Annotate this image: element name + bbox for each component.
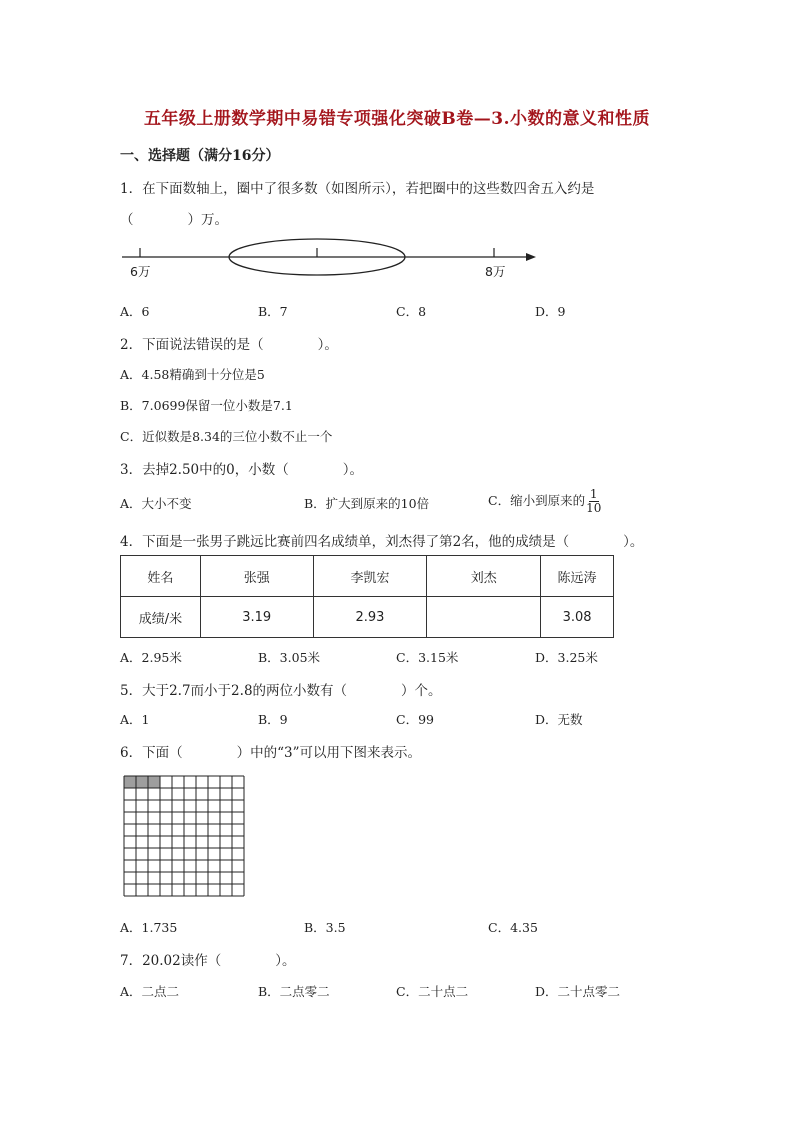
table-cell: 2.93 xyxy=(313,597,427,638)
table-cell: 成绩/米 xyxy=(121,597,201,638)
question-2-text: 2．下面说法错误的是（ ）。 xyxy=(120,337,338,353)
shaded-cell xyxy=(148,776,160,788)
q4-option-a[interactable]: A．2.95米 xyxy=(120,650,182,665)
q1-option-b[interactable]: B．7 xyxy=(258,304,288,319)
question-7-text: 7．20.02读作（ ）。 xyxy=(120,953,296,969)
table-row xyxy=(121,556,614,597)
question-1-blank: （ ）万。 xyxy=(120,212,228,228)
q3-option-a[interactable]: A．大小不变 xyxy=(120,496,192,511)
table-header-cell: 陈远涛 xyxy=(541,556,614,597)
table-header-cell: 李凯宏 xyxy=(313,556,427,597)
q1-option-d[interactable]: D．9 xyxy=(535,304,566,319)
q7-option-c[interactable]: C．二十点二 xyxy=(396,984,469,999)
q2-option-c[interactable]: C．近似数是8.34的三位小数不止一个 xyxy=(120,429,333,444)
q6-option-b[interactable]: B．3.5 xyxy=(304,920,346,935)
question-3-text: 3．去掉2.50中的0，小数（ ）。 xyxy=(120,462,363,478)
fraction-numerator: 1 xyxy=(589,487,598,501)
shaded-cell xyxy=(124,776,136,788)
score-table xyxy=(120,555,614,638)
q3-option-c-label: C．缩小到原来的 xyxy=(488,493,586,508)
table-cell: 3.19 xyxy=(200,597,313,638)
shaded-cell xyxy=(136,776,148,788)
table-header-cell: 姓名 xyxy=(121,556,201,597)
table-cell: 3.08 xyxy=(541,597,614,638)
q2-option-a[interactable]: A．4.58精确到十分位是5 xyxy=(120,367,265,382)
q5-option-c[interactable]: C．99 xyxy=(396,712,434,727)
axis-label-left: 6万 xyxy=(130,264,151,279)
fraction xyxy=(586,488,601,515)
question-1-text: 1．在下面数轴上，圈中了很多数（如图所示），若把圈中的这些数四舍五入约是 xyxy=(120,181,595,197)
table-row xyxy=(121,597,614,638)
hundred-grid-figure xyxy=(123,775,247,899)
table-cell xyxy=(427,597,541,638)
arrow-head-icon xyxy=(526,253,536,261)
q4-option-b[interactable]: B．3.05米 xyxy=(258,650,321,665)
q1-option-a[interactable]: A．6 xyxy=(120,304,150,319)
question-4-text: 4．下面是一张男子跳远比赛前四名成绩单，刘杰得了第2名，他的成绩是（ ）。 xyxy=(120,534,644,550)
table-header-cell: 刘杰 xyxy=(427,556,541,597)
page-title: 五年级上册数学期中易错专项强化突破B卷—3.小数的意义和性质 xyxy=(143,109,651,129)
q5-option-d[interactable]: D．无数 xyxy=(535,712,583,727)
q6-option-c[interactable]: C．4.35 xyxy=(488,920,538,935)
q7-option-b[interactable]: B．二点零二 xyxy=(258,984,330,999)
section-heading: 一、选择题（满分16分） xyxy=(120,148,280,164)
number-line-figure xyxy=(118,236,548,284)
question-5-text: 5．大于2.7而小于2.8的两位小数有（ ）个。 xyxy=(120,683,442,699)
q5-option-a[interactable]: A．1 xyxy=(120,712,150,727)
q4-option-d[interactable]: D．3.25米 xyxy=(535,650,598,665)
q5-option-b[interactable]: B．9 xyxy=(258,712,288,727)
q1-option-c[interactable]: C．8 xyxy=(396,304,427,319)
q6-option-a[interactable]: A．1.735 xyxy=(120,920,178,935)
q2-option-b[interactable]: B．7.0699保留一位小数是7.1 xyxy=(120,398,293,413)
q3-option-c[interactable] xyxy=(488,488,601,515)
table-header-cell: 张强 xyxy=(200,556,313,597)
question-6-text: 6．下面（ ）中的“3”可以用下图来表示。 xyxy=(120,745,421,761)
q7-option-a[interactable]: A．二点二 xyxy=(120,984,180,999)
q4-option-c[interactable]: C．3.15米 xyxy=(396,650,459,665)
q3-option-b[interactable]: B．扩大到原来的10倍 xyxy=(304,496,430,511)
fraction-denominator: 10 xyxy=(586,501,602,515)
q7-option-d[interactable]: D．二十点零二 xyxy=(535,984,621,999)
axis-label-right: 8万 xyxy=(485,264,506,279)
